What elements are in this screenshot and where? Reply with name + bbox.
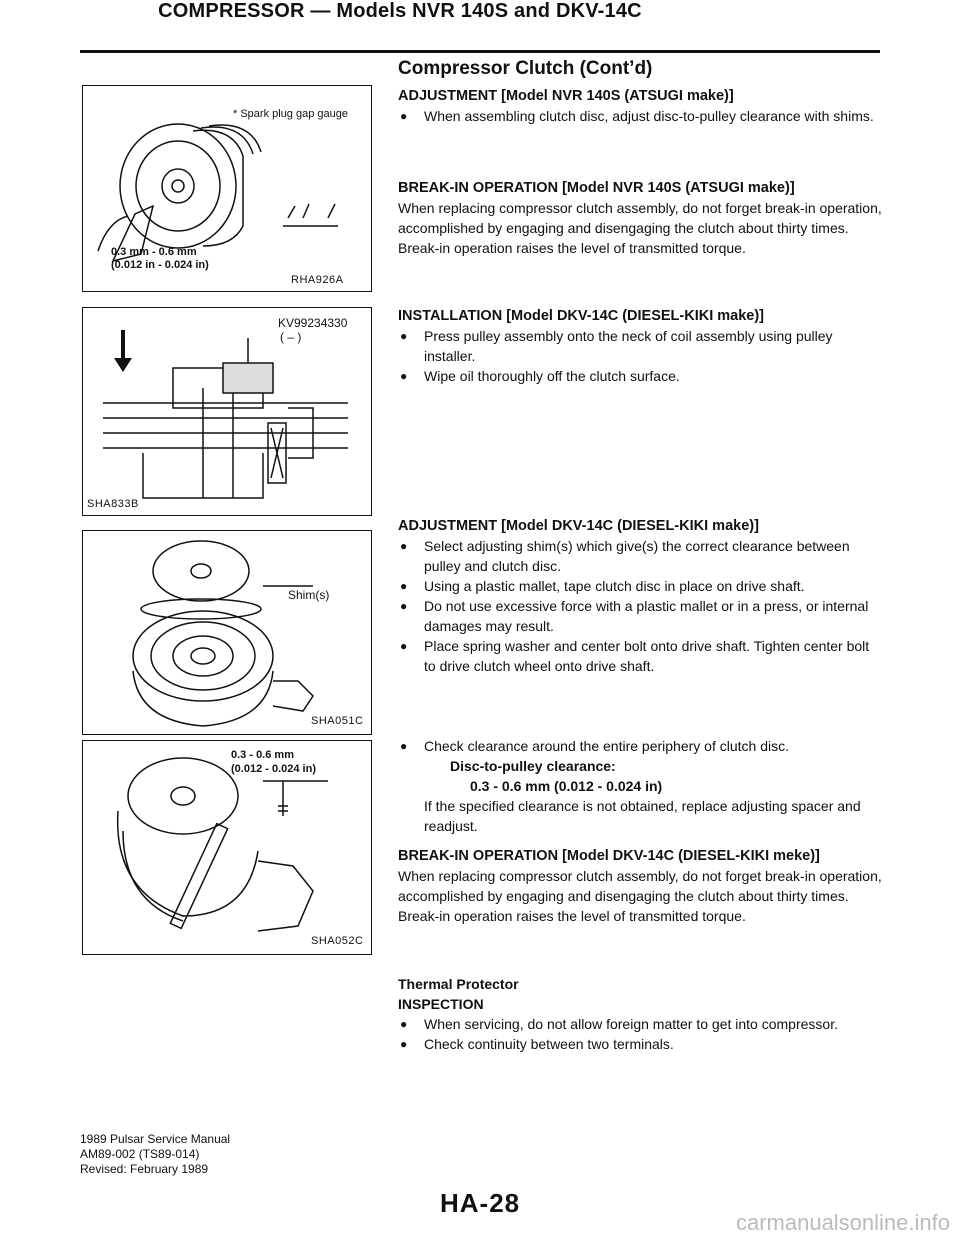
inspection-heading: INSPECTION <box>398 996 484 1012</box>
header-title: COMPRESSOR — Models NVR 140S and DKV-14C <box>158 0 642 22</box>
gauge-label: * Spark plug gap gauge <box>233 108 348 120</box>
break-in-dkv-heading: BREAK-IN OPERATION [Model DKV-14C (DIESEL-KIKI meke)] <box>398 848 820 864</box>
clearance-label-in: (0.012 - 0.024 in) <box>231 763 316 775</box>
section-title: Compressor Clutch (Cont’d) <box>398 58 653 79</box>
adjustment-dkv-step-3: ● Do not use excessive force with a plastic mallet or in a press, or internal damages may result. <box>398 596 884 636</box>
shim-illustration <box>83 531 371 734</box>
thermal-protector-block <box>398 974 884 1054</box>
adjustment-dkv-step-1: ● Select adjusting shim(s) which give(s) the correct clearance between pulley and clutch disc. <box>398 536 884 576</box>
thermal-protector-heading: Thermal Protector <box>398 976 519 992</box>
watermark: carmanualsonline.info <box>735 1210 950 1235</box>
footer-info <box>80 1132 230 1177</box>
figure-code: SHA052C <box>311 935 364 947</box>
figure-sha052c <box>82 740 372 955</box>
clearance-check-illustration <box>83 741 371 954</box>
clearance-check-block <box>398 736 884 836</box>
adjustment-nvr-heading: ADJUSTMENT [Model NVR 140S (ATSUGI make)] <box>398 88 734 104</box>
break-in-nvr-text: When replacing compressor clutch assembly, do not forget break-in operation, accomplished by engaging and disengaging the clutch about thirty times. <box>398 200 882 236</box>
installation-dkv-heading: INSTALLATION [Model DKV-14C (DIESEL-KIKI make)] <box>398 308 765 324</box>
figure-sha833b <box>82 307 372 516</box>
tool-number-paren: ( – ) <box>280 330 302 344</box>
tool-number: KV99234330 <box>278 316 348 330</box>
break-in-nvr-note: Break-in operation raises the level of transmitted torque. <box>398 240 746 256</box>
clearance-check-note: If the specified clearance is not obtained, replace adjusting spacer and readjust. <box>424 798 861 834</box>
footer-line-3: Revised: February 1989 <box>80 1162 209 1176</box>
adjustment-nvr-step: ● When assembling clutch disc, adjust disc-to-pulley clearance with shims. <box>398 106 884 126</box>
adjustment-dkv-block <box>398 516 884 676</box>
clearance-spec-label: Disc-to-pulley clearance: <box>450 758 616 774</box>
adjustment-dkv-step-2: ● Using a plastic mallet, tape clutch disc in place on drive shaft. <box>398 576 884 596</box>
figure-sha051c <box>82 530 372 735</box>
clearance-label-in: (0.012 in - 0.024 in) <box>111 259 209 271</box>
adjustment-dkv-step-4: ● Place spring washer and center bolt onto drive shaft. Tighten center bolt to drive clutch wheel onto drive shaft. <box>398 636 884 676</box>
inspection-step-1: ● When servicing, do not allow foreign matter to get into compressor. <box>398 1014 884 1034</box>
adjustment-dkv-heading: ADJUSTMENT [Model DKV-14C (DIESEL-KIKI make)] <box>398 518 759 534</box>
adjustment-nvr-block <box>398 86 884 126</box>
page-header <box>0 0 800 23</box>
shim-label: Shim(s) <box>288 588 330 602</box>
page-number: HA-28 <box>440 1188 521 1218</box>
clearance-spec-value: 0.3 - 0.6 mm (0.012 - 0.024 in) <box>470 778 663 794</box>
installation-dkv-block <box>398 306 884 386</box>
break-in-dkv-text: When replacing compressor clutch assembly, do not forget break-in operation, accomplished by engaging and disengaging the clutch about thirty times. Break-in operation raises the level of transmitted torque. <box>398 868 882 924</box>
figure-code: SHA051C <box>311 715 364 727</box>
installation-step-1: ● Press pulley assembly onto the neck of coil assembly using pulley installer. <box>398 326 884 366</box>
footer-line-2: AM89-002 (TS89-014) <box>80 1147 200 1161</box>
pulley-installer-illustration <box>83 308 371 515</box>
inspection-step-2: ● Check continuity between two terminals. <box>398 1034 884 1054</box>
figure-code: SHA833B <box>87 498 139 510</box>
installation-step-2: ● Wipe oil thoroughly off the clutch surface. <box>398 366 884 386</box>
clearance-label-mm: 0.3 mm - 0.6 mm <box>111 246 197 258</box>
footer-line-1: 1989 Pulsar Service Manual <box>80 1132 231 1146</box>
clearance-check-step: ● Check clearance around the entire periphery of clutch disc. <box>398 736 884 756</box>
break-in-dkv-block <box>398 846 884 926</box>
break-in-nvr-block <box>398 178 884 258</box>
clearance-label-mm: 0.3 - 0.6 mm <box>231 749 294 761</box>
figure-code: RHA926A <box>291 274 344 286</box>
header-rule <box>80 50 880 53</box>
figure-rha926a <box>82 85 372 292</box>
break-in-nvr-heading: BREAK-IN OPERATION [Model NVR 140S (ATSUGI make)] <box>398 180 795 196</box>
